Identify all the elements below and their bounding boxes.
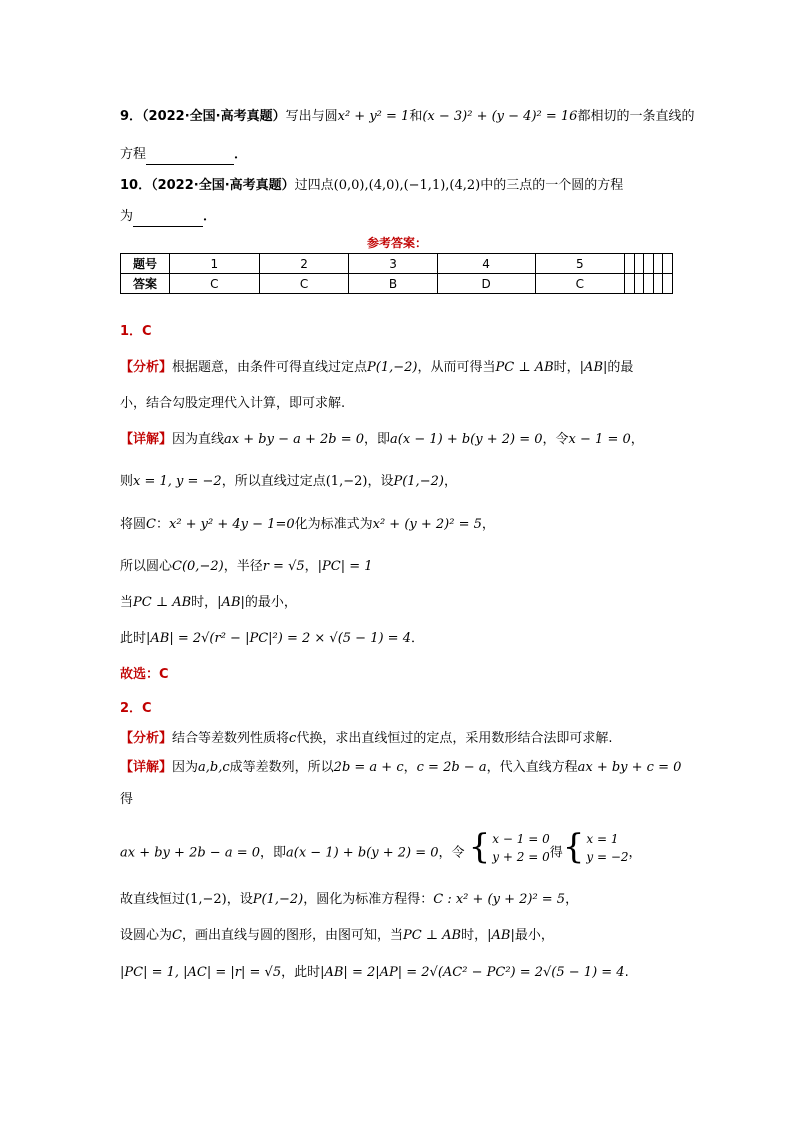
solution-2-detail-line-2: 得 <box>120 792 134 807</box>
math: a(x − 1) + b(y + 2) = 0 <box>390 432 543 447</box>
solution-1-detail-line-5 <box>120 593 297 613</box>
detail-tag: 【详解】 <box>120 432 173 447</box>
text: ，设 <box>226 892 253 907</box>
math: a(x − 1) + b(y + 2) = 0 <box>286 845 439 861</box>
answer-key-cell <box>644 254 654 274</box>
equation-system-1 <box>468 827 550 876</box>
question-9-equation-1: x² + y² = 1 <box>337 109 410 124</box>
text: 根据题意，由条件可得直线过定点 <box>172 360 368 375</box>
math: |AB| <box>217 595 245 610</box>
text: ，此时 <box>281 965 321 980</box>
question-9-equation-2: (x − 3)² + (y − 4)² = 16 <box>422 109 578 124</box>
text: ， <box>481 517 495 532</box>
question-9-line-2 <box>120 145 247 165</box>
answer-key-cell <box>634 274 644 294</box>
text: 的最 <box>607 360 634 375</box>
text: ，即 <box>364 432 391 447</box>
text: 时， <box>461 928 488 943</box>
system-rows <box>492 830 549 866</box>
solution-1-detail-line-3 <box>120 515 495 535</box>
solution-2-detail-line-3 <box>120 827 642 876</box>
answer-key-cell: 1 <box>170 254 260 274</box>
solution-1-choice: 故选：C <box>120 667 169 682</box>
text: 所以圆心 <box>120 559 173 574</box>
math: x − 1 = 0 <box>568 432 631 447</box>
math: x² + (y + 2)² = 5 <box>372 517 482 532</box>
answer-key-cell <box>634 254 644 274</box>
system-rows <box>586 830 628 866</box>
text: ， <box>443 474 457 489</box>
text: 则 <box>120 474 134 489</box>
math: |AB| <box>487 928 515 943</box>
question-9-text: 和 <box>409 109 423 124</box>
answer-key-row-numbers <box>121 254 673 274</box>
text: ，令 <box>542 432 569 447</box>
detail-tag: 【详解】 <box>120 760 173 775</box>
answer-key-row-label: 题号 <box>121 254 170 274</box>
answer-key-cell <box>644 274 654 294</box>
text: 结合等差数列性质将 <box>172 731 290 746</box>
math: P(1,−2) <box>252 892 304 907</box>
text: 此时 <box>120 631 147 646</box>
answer-key-cell: 5 <box>535 254 625 274</box>
solution-2-heading: 2．C <box>120 701 152 716</box>
question-10-source: （2022·全国·高考真题） <box>151 178 295 193</box>
question-10-period: ． <box>203 209 217 224</box>
text: 化为标准式为 <box>294 517 373 532</box>
answer-key-table <box>120 253 673 294</box>
answer-key-row-label: 答案 <box>121 274 170 294</box>
solution-2-detail-line-4 <box>120 890 578 910</box>
solution-1-detail-line-2 <box>120 472 457 492</box>
text: 代换，求出直线恒过的定点，采用数形结合法即可求解. <box>296 731 613 746</box>
solution-1-detail-line-1 <box>120 430 644 450</box>
text: ，代入直线方程 <box>486 760 578 775</box>
text: ，从而可得当 <box>417 360 496 375</box>
text: ． <box>410 631 424 646</box>
answer-key-cell: 2 <box>259 254 349 274</box>
answer-key-cell: C <box>170 274 260 294</box>
text: ，圆化为标准方程得： <box>303 892 434 907</box>
answer-key-title: 参考答案： <box>366 236 427 250</box>
answer-key-cell: 3 <box>349 254 437 274</box>
answer-key-cell <box>653 274 663 294</box>
math: (1,−2) <box>185 892 227 907</box>
text: 最小， <box>514 928 554 943</box>
system-row: y = −2 <box>586 850 629 864</box>
math: PC ⊥ AB <box>402 928 462 943</box>
text: 将圆 <box>120 517 147 532</box>
text: 设圆心为 <box>120 928 173 943</box>
text: ，令 <box>438 845 465 861</box>
text: 当 <box>120 595 134 610</box>
solution-1-analysis-cont: 小，结合勾股定理代入计算，即可求解. <box>120 396 346 411</box>
math: PC ⊥ AB <box>133 595 192 610</box>
text: ， <box>565 892 579 907</box>
text: ，即 <box>260 845 287 861</box>
text: 故直线恒过 <box>120 892 186 907</box>
text: 得 <box>549 845 563 861</box>
text: ， <box>403 760 417 775</box>
question-10-line-2 <box>120 207 216 227</box>
answer-key-cell <box>625 274 635 294</box>
left-brace-icon: { <box>562 827 585 867</box>
text: ，画出直线与圆的图形，由图可知，当 <box>181 928 403 943</box>
text: ，半径 <box>223 559 263 574</box>
math: |PC| = 1 <box>317 559 373 574</box>
math: ax + by − a + 2b = 0 <box>224 432 365 447</box>
question-10-number: 10． <box>120 178 152 193</box>
answer-key-cell: C <box>535 274 625 294</box>
text: ， <box>304 559 318 574</box>
question-10-points: (0,0),(4,0),(−1,1),(4,2) <box>333 178 481 193</box>
text: 时， <box>553 360 580 375</box>
question-10-line-1 <box>120 176 623 196</box>
math: C <box>172 928 182 943</box>
math: C <box>146 517 156 532</box>
answer-key-cell: 4 <box>437 254 535 274</box>
question-10-text: 为 <box>120 209 134 224</box>
math: C : x² + (y + 2)² = 5 <box>433 892 566 907</box>
text: ， <box>630 432 644 447</box>
question-9-number: 9． <box>120 109 143 124</box>
math: 2b = a + c <box>333 760 404 775</box>
answer-key-cell <box>653 254 663 274</box>
answer-key-cell: B <box>349 274 437 294</box>
answer-key-cell <box>663 274 673 294</box>
math: PC ⊥ AB <box>495 360 554 375</box>
question-9-answer-blank[interactable] <box>146 150 234 165</box>
answer-key-cell: C <box>259 274 349 294</box>
question-9-text: 方程 <box>120 147 147 162</box>
system-row: x − 1 = 0 <box>492 832 550 846</box>
system-row: y + 2 = 0 <box>492 850 550 864</box>
math: ax + by + c = 0 <box>577 760 682 775</box>
text: 成等差数列，所以 <box>229 760 334 775</box>
answer-key-cell <box>625 254 635 274</box>
left-brace-icon: { <box>468 827 491 867</box>
solution-1-heading: 1．C <box>120 324 152 339</box>
text: 的最小， <box>244 595 297 610</box>
text: 因为 <box>172 760 199 775</box>
question-10-text: 过四点 <box>294 178 334 193</box>
system-row: x = 1 <box>586 832 619 846</box>
math: |PC| = 1, |AC| = |r| = √5 <box>120 965 282 980</box>
solution-2-analysis <box>120 729 612 749</box>
math: |AB| = 2√(r² − |PC|²) = 2 × √(5 − 1) = 4 <box>146 631 411 646</box>
math: x = 1, y = −2 <box>133 474 222 489</box>
math: P(1,−2) <box>393 474 444 489</box>
question-10-answer-blank[interactable] <box>133 212 203 227</box>
solution-2-detail-line-5 <box>120 926 554 946</box>
question-10-text: 中的三点的一个圆的方程 <box>480 178 624 193</box>
math: C(0,−2) <box>172 559 224 574</box>
text: 时， <box>191 595 218 610</box>
equation-system-2 <box>562 827 629 876</box>
math: |AB| <box>579 360 608 375</box>
math: ax + by + 2b − a = 0 <box>120 845 260 861</box>
math: c <box>289 731 297 746</box>
answer-key-cell: D <box>437 274 535 294</box>
text: . <box>624 965 629 980</box>
text: ： <box>155 517 169 532</box>
math: |AB| = 2|AP| = 2√(AC² − PC²) = 2√(5 − 1) = 4 <box>320 965 625 980</box>
question-9-period: ． <box>234 147 248 162</box>
solution-2-detail-line-6 <box>120 963 629 983</box>
answer-key-row-answers <box>121 274 673 294</box>
analysis-tag: 【分析】 <box>120 360 173 375</box>
solution-1-detail-line-4 <box>120 557 373 577</box>
analysis-tag: 【分析】 <box>120 731 173 746</box>
question-9-line-1 <box>120 107 694 127</box>
question-9-source: （2022·全国·高考真题） <box>142 109 286 124</box>
question-9-text: 都相切的一条直线的 <box>577 109 695 124</box>
text: ， <box>628 845 642 861</box>
text: ，设 <box>367 474 394 489</box>
math: P(1,−2) <box>367 360 418 375</box>
text: 因为直线 <box>172 432 225 447</box>
solution-2-detail-line-1 <box>120 758 681 778</box>
text: ，所以直线过定点 <box>221 474 326 489</box>
math: a,b,c <box>198 760 230 775</box>
solution-1-analysis <box>120 358 633 378</box>
math: r = √5 <box>262 559 305 574</box>
solution-1-detail-line-6 <box>120 629 424 649</box>
math: (1,−2) <box>325 474 368 489</box>
answer-key-cell <box>663 254 673 274</box>
math: c = 2b − a <box>416 760 487 775</box>
question-9-text: 写出与圆 <box>285 109 338 124</box>
math: x² + y² + 4y − 1=0 <box>168 517 295 532</box>
